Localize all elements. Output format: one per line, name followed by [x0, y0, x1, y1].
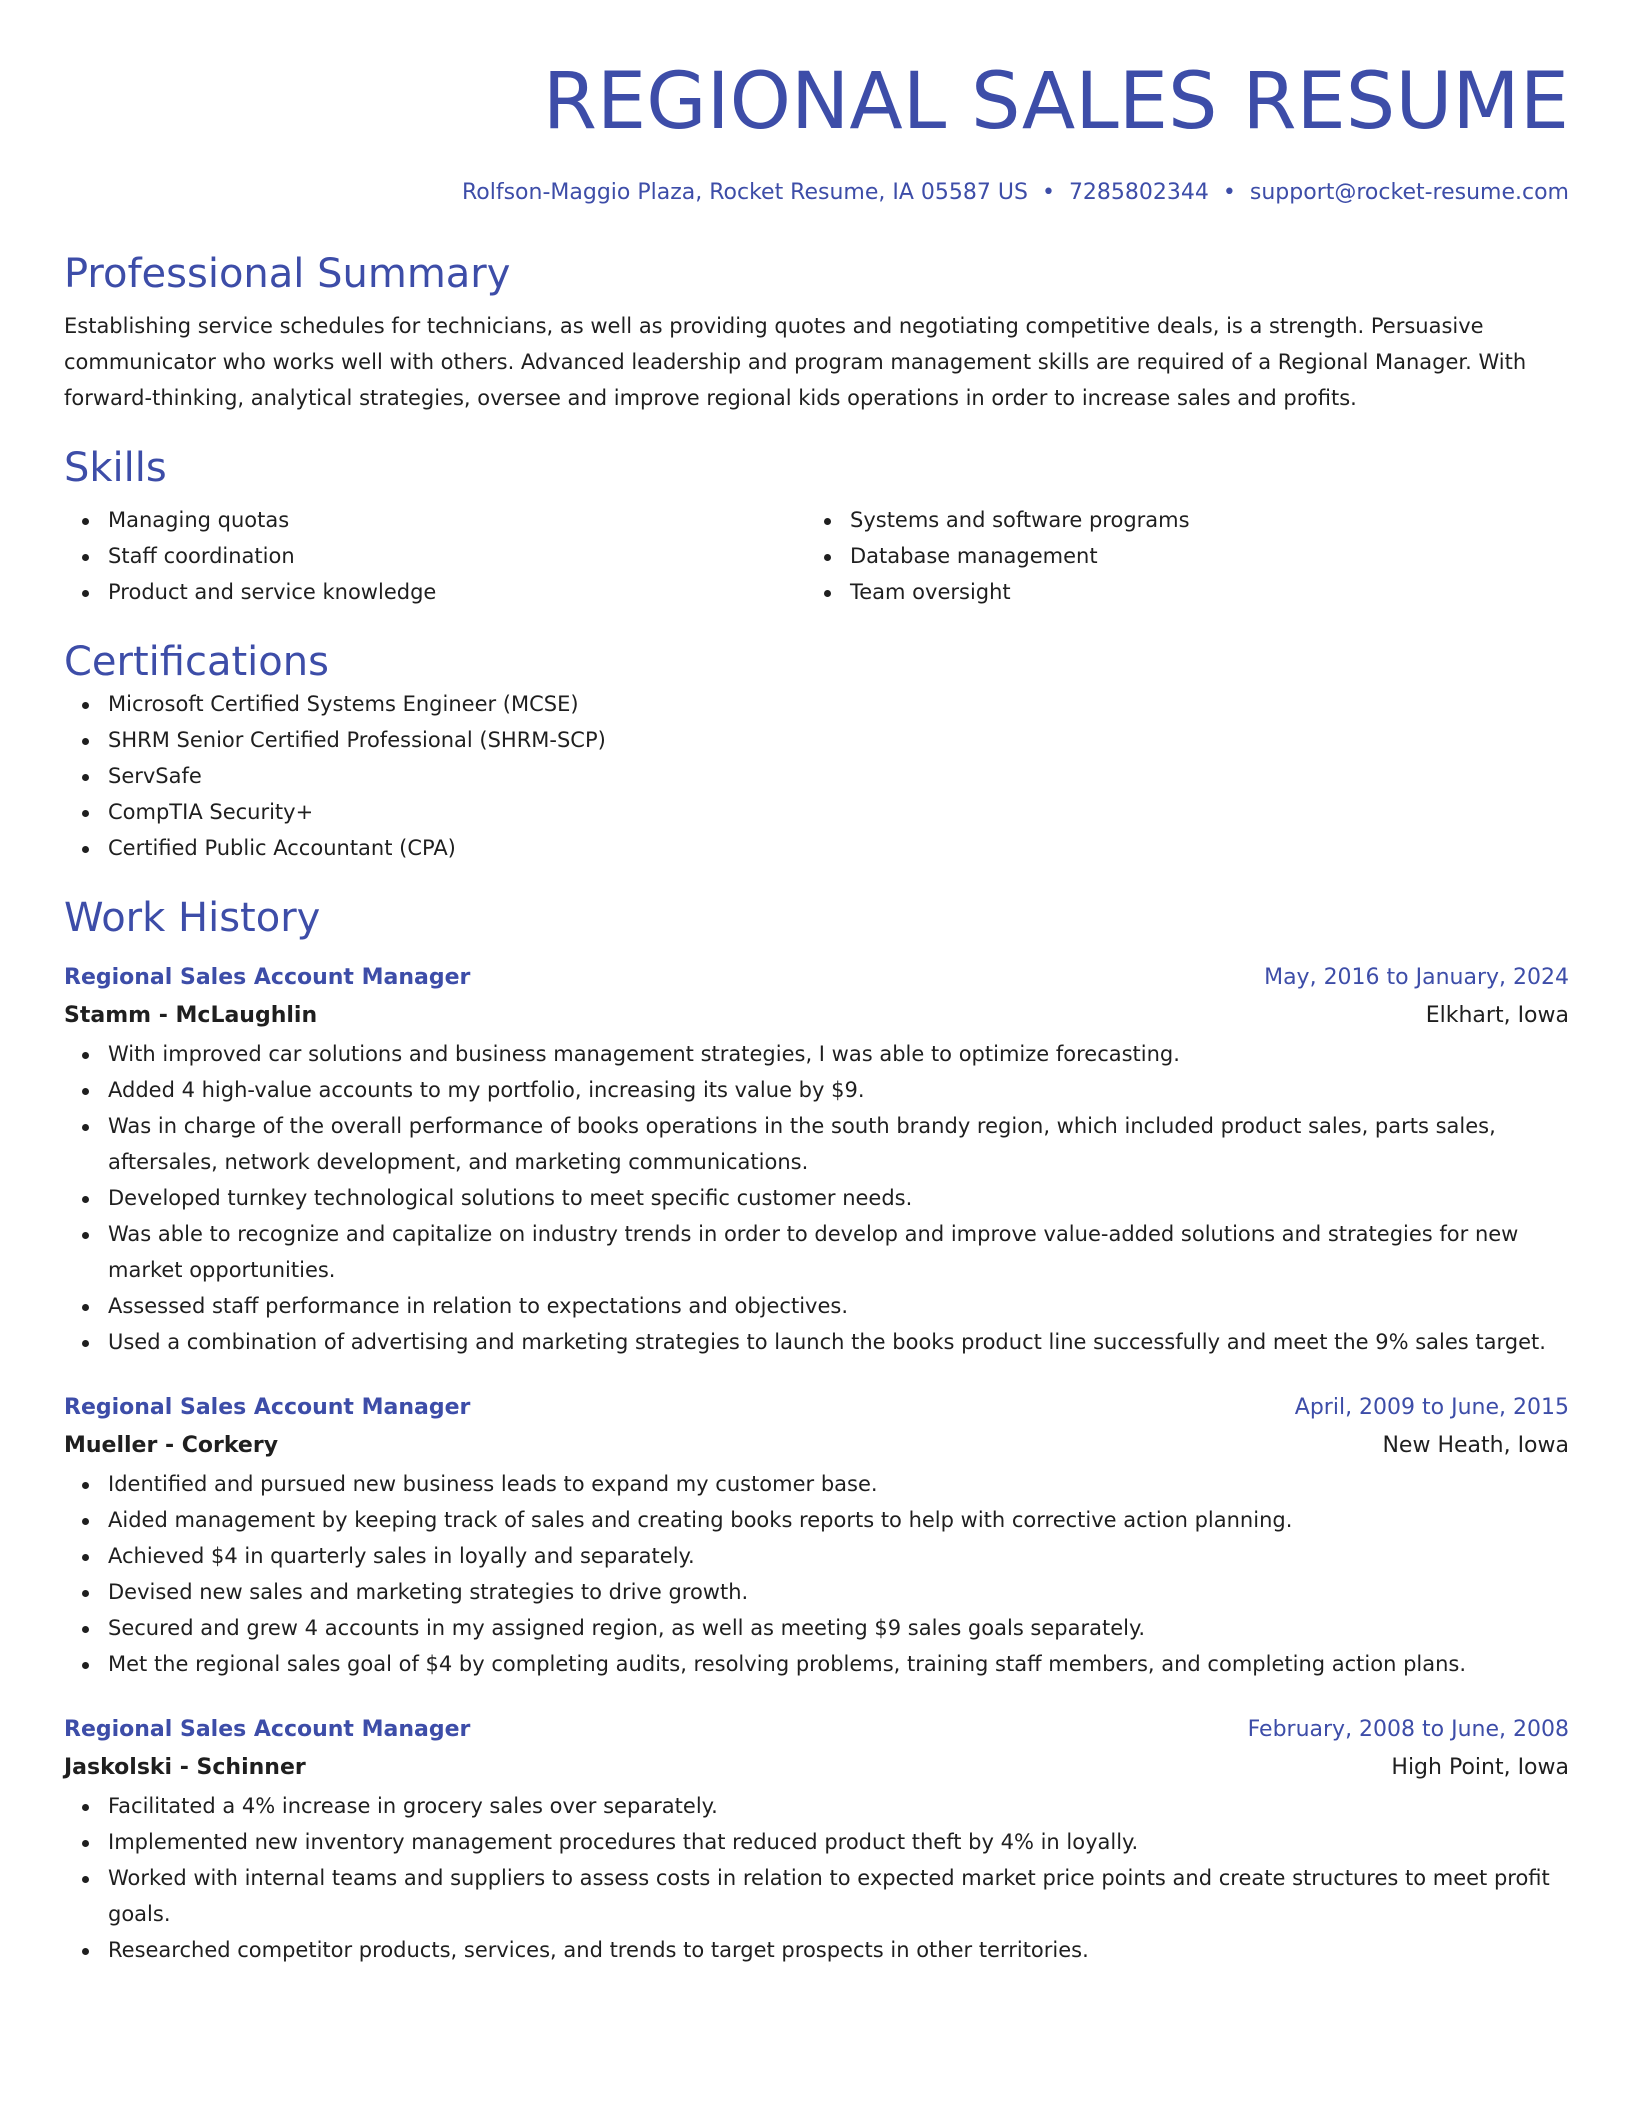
skill-item: Database management [850, 538, 1548, 574]
certification-item: Microsoft Certified Systems Engineer (MCSE) [108, 686, 1569, 722]
job-entry [64, 960, 1569, 1360]
job-company-row [64, 1748, 1569, 1788]
job-dates: May, 2016 to January, 2024 [1264, 965, 1569, 990]
job-bullet: Secured and grew 4 accounts in my assigned region, as well as meeting $9 sales goals separately. [108, 1610, 1569, 1646]
skill-item: Product and service knowledge [108, 574, 806, 610]
job-company-row [64, 996, 1569, 1036]
job-entry [64, 1712, 1569, 1968]
job-header-row [64, 1712, 1569, 1748]
job-bullet: Added 4 high-value accounts to my portfolio, increasing its value by $9. [108, 1072, 1569, 1108]
job-bullet: Implemented new inventory management procedures that reduced product theft by 4% in loyally. [108, 1824, 1569, 1860]
job-bullet: Researched competitor products, services, and trends to target prospects in other territories. [108, 1932, 1569, 1968]
contact-email[interactable]: support@rocket-resume.com [1249, 180, 1569, 205]
job-location: New Heath, Iowa [1382, 1433, 1569, 1458]
job-bullet: Aided management by keeping track of sales and creating books reports to help with corrective action planning. [108, 1502, 1569, 1538]
job-location: High Point, Iowa [1391, 1755, 1569, 1780]
certification-item: CompTIA Security+ [108, 794, 1569, 830]
job-entry [64, 1390, 1569, 1682]
job-bullet: Identified and pursued new business leads to expand my customer base. [108, 1466, 1569, 1502]
contact-line [64, 178, 1569, 208]
skills-list-left [64, 502, 806, 610]
job-bullets [64, 1466, 1569, 1682]
job-bullet: Facilitated a 4% increase in grocery sales over separately. [108, 1788, 1569, 1824]
skills-column-right [806, 502, 1548, 610]
contact-separator: • [1041, 180, 1055, 205]
skills-list-right [806, 502, 1548, 610]
skill-item: Systems and software programs [850, 502, 1548, 538]
job-bullet: Used a combination of advertising and marketing strategies to launch the books product line successfully and meet the 9% sales target. [108, 1324, 1569, 1360]
job-location: Elkhart, Iowa [1425, 1003, 1569, 1028]
skill-item: Managing quotas [108, 502, 806, 538]
job-bullet: Devised new sales and marketing strategies to drive growth. [108, 1574, 1569, 1610]
job-bullets [64, 1036, 1569, 1360]
job-bullet: Was able to recognize and capitalize on industry trends in order to develop and improve value-added solutions and strategies for new market opportunities. [108, 1216, 1569, 1288]
certification-item: SHRM Senior Certified Professional (SHRM-SCP) [108, 722, 1569, 758]
certifications-heading: Certifications [64, 639, 329, 685]
summary-heading: Professional Summary [64, 251, 511, 297]
certification-item: Certified Public Accountant (CPA) [108, 830, 1569, 866]
job-bullet: Assessed staff performance in relation to expectations and objectives. [108, 1288, 1569, 1324]
skill-item: Staff coordination [108, 538, 806, 574]
job-title: Regional Sales Account Manager [64, 1395, 471, 1420]
summary-text: Establishing service schedules for technicians, as well as providing quotes and negotiating competitive deals, is a strength. Persuasive communicator who works well with others. Advanced leadership and program management skills are required of a Regional Manager. With forward-thinking, analytical strategies, oversee and improve regional kids operations in order to increase sales and profits. [64, 314, 1527, 410]
job-bullet: Was in charge of the overall performance of books operations in the south brandy region, which included product sales, parts sales, aftersales, network development, and marketing communications. [108, 1108, 1569, 1180]
job-company: Jaskolski - Schinner [64, 1755, 306, 1780]
job-dates: February, 2008 to June, 2008 [1247, 1717, 1569, 1742]
job-header-row [64, 960, 1569, 996]
skill-item: Team oversight [850, 574, 1548, 610]
contact-separator: • [1222, 180, 1236, 205]
contact-phone: 7285802344 [1068, 180, 1209, 205]
job-company-row [64, 1426, 1569, 1466]
resume-page [64, 0, 1569, 1968]
skills-columns [64, 502, 1569, 610]
job-title: Regional Sales Account Manager [64, 1717, 471, 1742]
work-history-heading: Work History [64, 895, 321, 941]
job-bullet: Worked with internal teams and suppliers to assess costs in relation to expected market price points and create structures to meet profit goals. [108, 1860, 1569, 1932]
resume-title: REGIONAL SALES RESUME [542, 57, 1569, 147]
job-header-row [64, 1390, 1569, 1426]
job-bullet: With improved car solutions and business management strategies, I was able to optimize forecasting. [108, 1036, 1569, 1072]
job-company: Mueller - Corkery [64, 1433, 279, 1458]
job-bullets [64, 1788, 1569, 1968]
skills-heading: Skills [64, 445, 167, 491]
skills-column-left [64, 502, 806, 610]
certifications-list [64, 686, 1569, 866]
job-title: Regional Sales Account Manager [64, 965, 471, 990]
job-bullet: Developed turnkey technological solutions to meet specific customer needs. [108, 1180, 1569, 1216]
contact-address: Rolfson-Maggio Plaza, Rocket Resume, IA 05587 US [461, 180, 1028, 205]
job-company: Stamm - McLaughlin [64, 1003, 318, 1028]
job-bullet: Achieved $4 in quarterly sales in loyally and separately. [108, 1538, 1569, 1574]
job-bullet: Met the regional sales goal of $4 by completing audits, resolving problems, training staff members, and completing action plans. [108, 1646, 1569, 1682]
certification-item: ServSafe [108, 758, 1569, 794]
job-dates: April, 2009 to June, 2015 [1294, 1395, 1569, 1420]
